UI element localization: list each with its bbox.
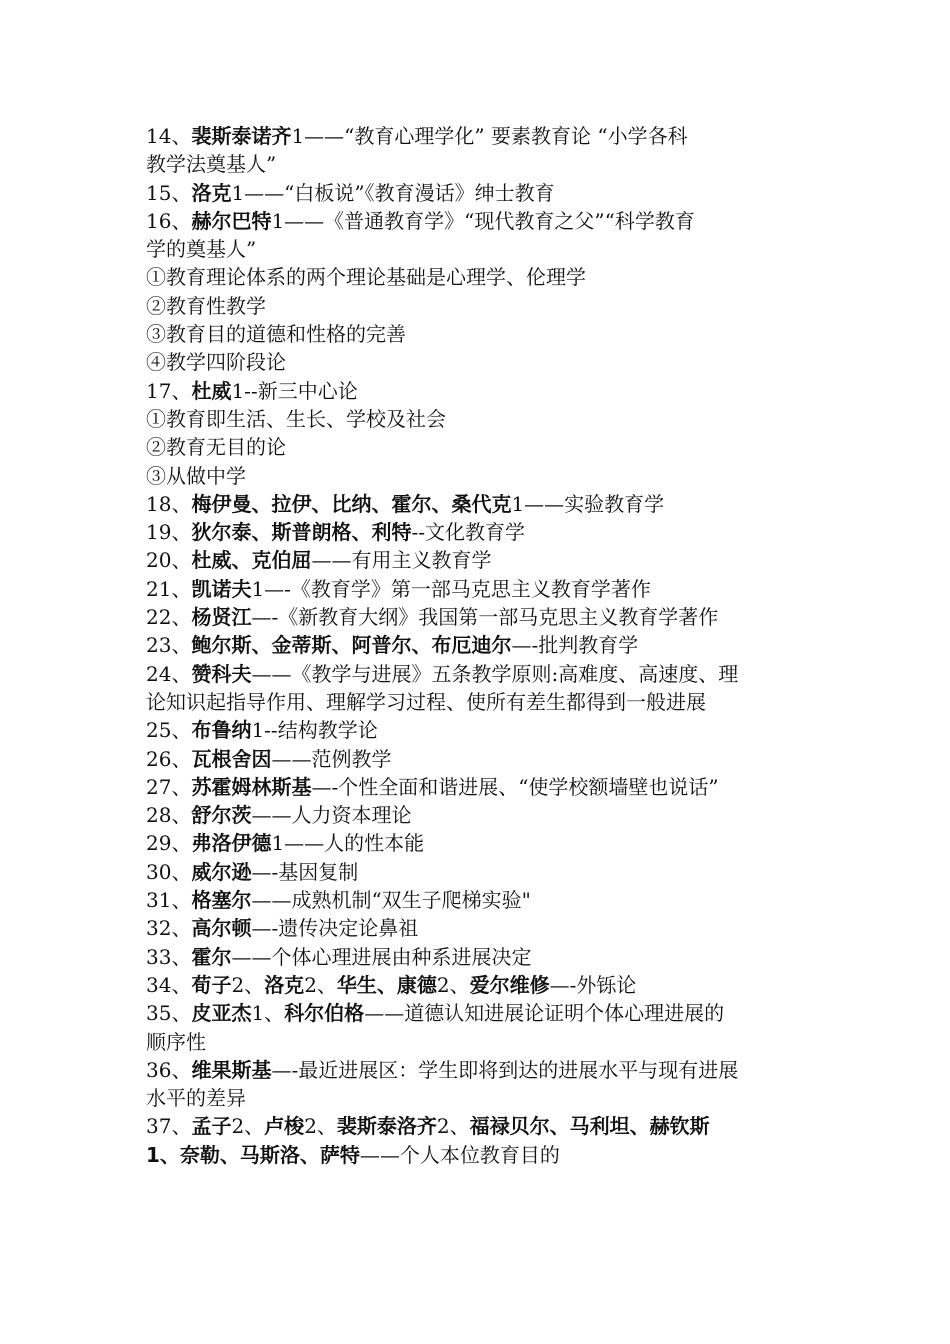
body-text: 18、 [146,491,192,516]
body-text: 1——实验教育学 [511,491,665,516]
document-line [146,716,814,744]
body-text: ③教育目的道德和性格的完善 [146,322,406,347]
bold-name-text: 杨贤江 [191,605,252,630]
bold-name-text: 布鲁纳 [191,718,252,743]
document-line [146,745,814,773]
bold-name-text: 杜威、克伯屈 [191,548,312,573]
document-line [146,433,814,461]
document-line [146,971,814,999]
document-line [146,1141,814,1169]
body-text: 1、 [251,1001,285,1026]
body-text: 28、 [146,803,192,828]
document-line [146,886,814,914]
document-line [146,660,814,688]
bold-name-text: 皮亚杰 [191,1001,252,1026]
bold-name-text: 1、 [146,1142,180,1167]
document-line [146,631,814,659]
document-line [146,150,814,178]
bold-name-text: 福禄贝尔、马利坦、赫钦斯 [469,1114,710,1139]
body-text: 29、 [146,831,192,856]
bold-name-text: 弗洛伊德 [191,831,272,856]
document-line [146,348,814,376]
body-text: 学的奠基人” [146,237,257,262]
body-text: 26、 [146,746,192,771]
body-text: 论知识起指导作用、理解学习过程、使所有差生都得到一般进展 [146,689,706,714]
body-text: 30、 [146,859,192,884]
document-line [146,122,814,150]
body-text: ——成熟机制“双生子爬梯实验" [251,888,531,913]
bold-name-text: 裴斯泰诺齐 [191,124,292,148]
body-text: 17、 [146,378,192,403]
document-line [146,490,814,518]
bold-name-text: 赫尔巴特 [191,208,272,233]
body-text: ②教育性教学 [146,293,266,318]
body-text: 14、 [146,124,192,148]
body-text: —-基因复制 [251,859,359,884]
body-text: 21、 [146,576,192,601]
body-text: 37、 [146,1114,192,1139]
body-text: 1--新三中心论 [231,378,358,403]
document-line [146,235,814,263]
bold-name-text: 凯诺夫 [191,576,252,601]
body-text: 2、 [304,972,337,997]
document-line [146,207,814,235]
bold-name-text: 洛克 [191,180,232,205]
body-text: 2、 [231,972,265,997]
document-line [146,858,814,886]
bold-name-text: 孟子 [191,1114,232,1139]
body-text: 36、 [146,1057,192,1082]
body-text: 顺序性 [146,1029,206,1054]
bold-name-text: 洛克 [264,972,305,997]
body-text: ④教学四阶段论 [146,350,286,375]
body-text: ②教育无目的论 [146,435,286,460]
body-text: ——《教学与进展》五条教学原则:高难度、高速度、理 [251,661,739,686]
bold-name-text: 鲍尔斯、金蒂斯、阿普尔、布厄迪尔 [191,633,512,658]
body-text: —-《新教育大纲》我国第一部马克思主义教育学著作 [251,605,719,630]
body-text: 34、 [146,972,192,997]
bold-name-text: 科尔伯格 [284,1001,365,1026]
body-text: ③从做中学 [146,463,246,488]
bold-name-text: 维果斯基 [191,1057,272,1082]
document-line [146,575,814,603]
body-text: 1—-《教育学》第一部马克思主义教育学著作 [251,576,651,601]
bold-name-text: 舒尔茨 [191,803,252,828]
document-line [146,688,814,716]
body-text: 教学法奠基人” [146,152,277,177]
document-line [146,462,814,490]
document-line [146,1112,814,1140]
body-text: 2、 [436,972,470,997]
body-text: 1——《普通教育学》“现代教育之父”“科学教育 [271,208,695,233]
document-body [146,122,814,1169]
bold-name-text: 霍尔 [191,944,232,969]
bold-name-text: 赞科夫 [191,661,252,686]
body-text: 16、 [146,208,192,233]
document-line [146,292,814,320]
bold-name-text: 高尔顿 [191,916,252,941]
body-text: 22、 [146,605,192,630]
body-text: 15、 [146,180,192,205]
bold-name-text: 华生、康德 [336,972,437,997]
body-text: ——范例教学 [271,746,392,771]
bold-name-text: 裴斯泰洛齐 [336,1114,437,1139]
body-text: 1——人的性本能 [271,831,425,856]
document-line [146,320,814,348]
body-text: 2、 [231,1114,265,1139]
body-text: --文化教育学 [411,520,525,545]
body-text: 2、 [304,1114,337,1139]
body-text: 23、 [146,633,192,658]
bold-name-text: 荀子 [191,972,232,997]
bold-name-text: 狄尔泰、斯普朗格、利特 [191,520,412,545]
document-line [146,405,814,433]
document-line [146,603,814,631]
body-text: 25、 [146,718,192,743]
bold-name-text: 瓦根舍因 [191,746,272,771]
document-line [146,263,814,291]
document-line [146,943,814,971]
document-line [146,773,814,801]
document-line [146,999,814,1027]
body-text: —-外铄论 [549,972,637,997]
body-text: ——个体心理进展由种系进展决定 [231,944,532,969]
body-text: 19、 [146,520,192,545]
document-line [146,179,814,207]
document-line [146,1084,814,1112]
body-text: 1--结构教学论 [251,718,378,743]
body-text: ——个人本位教育目的 [359,1142,560,1167]
bold-name-text: 苏霍姆林斯基 [191,774,312,799]
body-text: 33、 [146,944,192,969]
body-text: 35、 [146,1001,192,1026]
body-text: 1——“教育心理学化” 要素教育论 “小学各科 [291,124,688,148]
body-text: 20、 [146,548,192,573]
body-text: —-最近进展区：学生即将到达的进展水平与现有进展 [271,1057,739,1082]
bold-name-text: 梅伊曼、拉伊、比纳、霍尔、桑代克 [191,491,512,516]
bold-name-text: 奈勒、马斯洛、萨特 [179,1142,360,1167]
body-text: 水平的差异 [146,1086,246,1111]
document-line [146,801,814,829]
bold-name-text: 威尔逊 [191,859,252,884]
body-text: ①教育即生活、生长、学校及社会 [146,406,446,431]
body-text: 32、 [146,916,192,941]
body-text: 27、 [146,774,192,799]
body-text: —-个性全面和谐进展、“使学校额墙壁也说话” [311,774,719,799]
document-line [146,518,814,546]
document-line [146,546,814,574]
body-text: 31、 [146,888,192,913]
bold-name-text: 爱尔维修 [469,972,550,997]
document-line [146,1056,814,1084]
body-text: —-批判教育学 [511,633,639,658]
body-text: 1——“白板说”《教育漫话》绅士教育 [231,180,555,205]
body-text: ——人力资本理论 [251,803,412,828]
body-text: 2、 [436,1114,470,1139]
bold-name-text: 杜威 [191,378,232,403]
body-text: ——有用主义教育学 [311,548,492,573]
document-line [146,829,814,857]
body-text: ——道德认知进展论证明个体心理进展的 [364,1001,725,1026]
body-text: —-遗传决定论鼻祖 [251,916,419,941]
document-line [146,1028,814,1056]
bold-name-text: 卢梭 [264,1114,305,1139]
bold-name-text: 格塞尔 [191,888,252,913]
body-text: 24、 [146,661,192,686]
document-line [146,914,814,942]
document-line [146,377,814,405]
body-text: ①教育理论体系的两个理论基础是心理学、伦理学 [146,265,586,290]
